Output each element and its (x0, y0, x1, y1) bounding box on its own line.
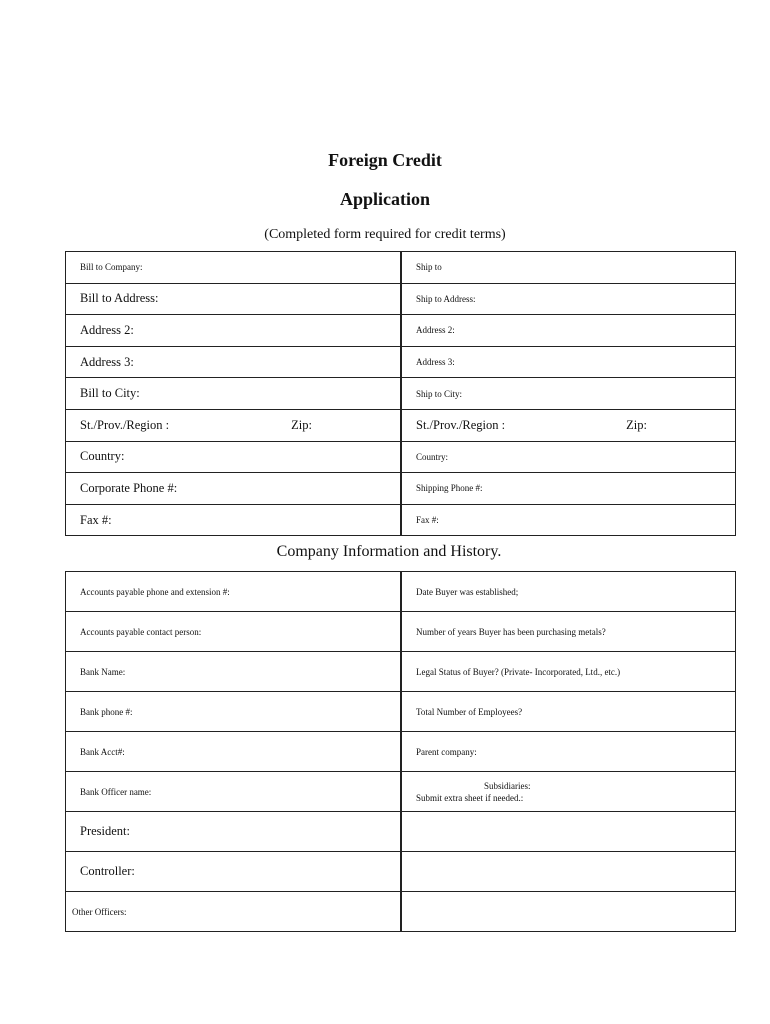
ship-address-3-field[interactable]: Address 3: (401, 346, 736, 378)
table-row (66, 732, 736, 772)
subsidiaries-label: Subsidiaries: (484, 780, 531, 791)
subsidiaries-field[interactable] (401, 772, 736, 812)
table-row (66, 812, 736, 852)
date-established-field[interactable]: Date Buyer was established; (401, 572, 736, 612)
bank-name-field[interactable]: Bank Name: (66, 652, 402, 692)
table-row (66, 772, 736, 812)
legal-status-field[interactable]: Legal Status of Buyer? (Private- Incorporated, Ltd., etc.) (401, 652, 736, 692)
table-row (66, 441, 736, 473)
years-purchasing-field[interactable]: Number of years Buyer has been purchasing metals? (401, 612, 736, 652)
bank-phone-field[interactable]: Bank phone #: (66, 692, 402, 732)
bill-zip-label: Zip: (291, 417, 312, 432)
bill-region-zip-field[interactable] (66, 409, 402, 441)
ship-to-address-field[interactable]: Ship to Address: (401, 283, 736, 315)
bill-to-company-field[interactable]: Bill to Company: (66, 252, 402, 284)
table-row (66, 346, 736, 378)
table-row (66, 692, 736, 732)
ship-country-field[interactable]: Country: (401, 441, 736, 473)
ship-region-zip-field[interactable] (401, 409, 736, 441)
bill-to-city-field[interactable]: Bill to City: (66, 378, 402, 410)
extra-sheet-note: Submit extra sheet if needed.: (416, 792, 524, 803)
president-blank-field[interactable] (401, 812, 736, 852)
table-row (66, 504, 736, 536)
president-field[interactable]: President: (66, 812, 402, 852)
bill-to-address-field[interactable]: Bill to Address: (66, 283, 402, 315)
parent-company-field[interactable]: Parent company: (401, 732, 736, 772)
table-row (66, 612, 736, 652)
ship-to-city-field[interactable]: Ship to City: (401, 378, 736, 410)
table-row (66, 572, 736, 612)
other-officers-field[interactable]: Other Officers: (66, 892, 402, 932)
table-row (66, 652, 736, 692)
bill-ship-table (65, 251, 736, 536)
controller-field[interactable]: Controller: (66, 852, 402, 892)
table-row (66, 378, 736, 410)
table-row (66, 852, 736, 892)
bill-country-field[interactable]: Country: (66, 441, 402, 473)
bill-address-3-field[interactable]: Address 3: (66, 346, 402, 378)
company-info-table (65, 571, 736, 932)
ship-fax-field[interactable]: Fax #: (401, 504, 736, 536)
company-section-heading: Company Information and History. (276, 543, 502, 560)
ship-to-field[interactable]: Ship to (401, 252, 736, 284)
bank-acct-field[interactable]: Bank Acct#: (66, 732, 402, 772)
form-title-line-1: Foreign Credit (328, 150, 442, 170)
table-row (66, 473, 736, 505)
shipping-phone-field[interactable]: Shipping Phone #: (401, 473, 736, 505)
ship-region-label: St./Prov./Region : (416, 417, 506, 432)
form-subtitle: (Completed form required for credit terms) (264, 227, 506, 242)
ap-contact-field[interactable]: Accounts payable contact person: (66, 612, 402, 652)
bill-fax-field[interactable]: Fax #: (66, 504, 402, 536)
corporate-phone-field[interactable]: Corporate Phone #: (66, 473, 402, 505)
bill-address-2-field[interactable]: Address 2: (66, 315, 402, 347)
table-row (66, 315, 736, 347)
table-row (66, 892, 736, 932)
bill-region-label: St./Prov./Region : (80, 417, 170, 432)
ship-zip-label: Zip: (626, 417, 647, 432)
table-row (66, 283, 736, 315)
ship-address-2-field[interactable]: Address 2: (401, 315, 736, 347)
table-row (66, 252, 736, 284)
controller-blank-field[interactable] (401, 852, 736, 892)
total-employees-field[interactable]: Total Number of Employees? (401, 692, 736, 732)
ap-phone-field[interactable]: Accounts payable phone and extension #: (66, 572, 402, 612)
other-officers-blank-field[interactable] (401, 892, 736, 932)
form-title-line-2: Application (339, 189, 431, 209)
table-row (66, 409, 736, 441)
bank-officer-field[interactable]: Bank Officer name: (66, 772, 402, 812)
